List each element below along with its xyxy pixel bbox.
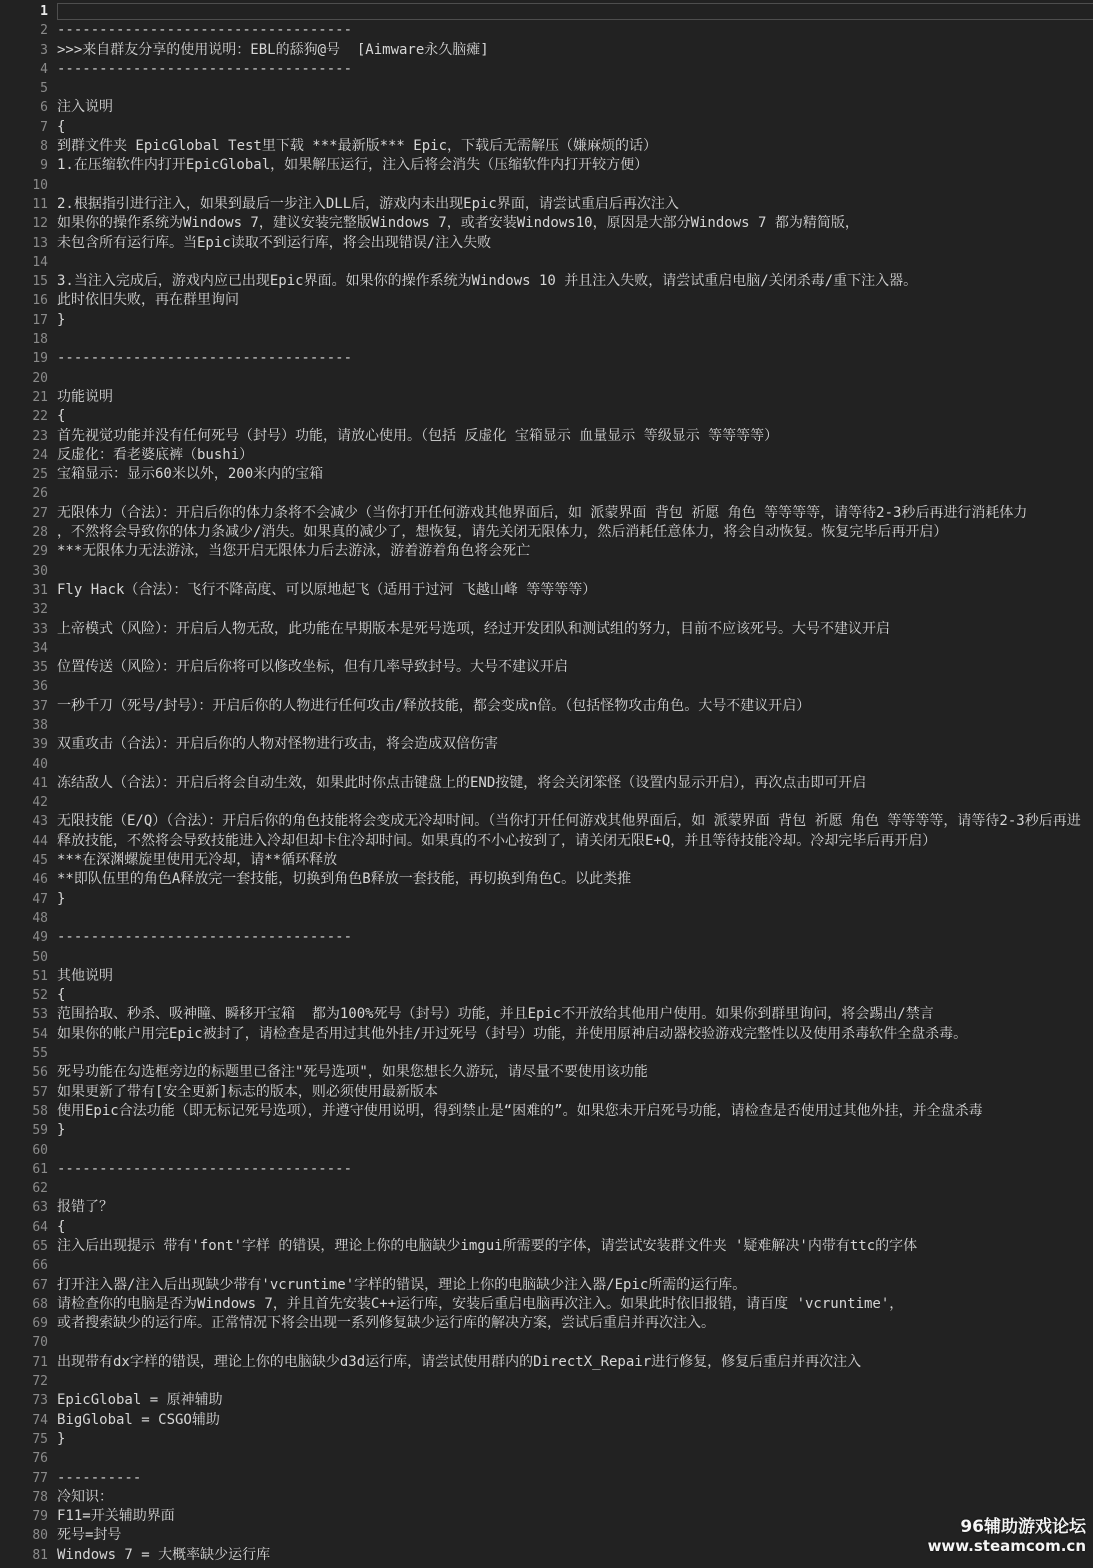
line-number: 73 [32, 1393, 48, 1409]
line-number: 1 [40, 4, 48, 19]
line-text[interactable]: 死号功能在勾选框旁边的标题里已备注"死号选项"，如果您想长久游玩，请尽量不要使用该功能 [57, 1064, 648, 1081]
line-text[interactable]: 2.根据指引进行注入，如果到最后一步注入DLL后，游戏内未出现Epic界面，请尝试重启后再次注入 [57, 195, 679, 212]
line-text[interactable]: ----------------------------------- [57, 22, 353, 39]
editor-line[interactable] [0, 60, 1093, 79]
editor-line[interactable] [0, 600, 1093, 619]
editor-line[interactable] [0, 446, 1093, 465]
line-text[interactable]: 出现带有dx字样的错误，理论上你的电脑缺少d3d运行库，请尝试使用群内的DirectX_Repair进行修复，修复后重启并再次注入 [57, 1353, 862, 1370]
line-text[interactable]: 死号=封号 [57, 1527, 122, 1544]
line-text[interactable]: 到群文件夹 EpicGlobal Test里下载 ***最新版*** Epic，下载后无需解压（嫌麻烦的话） [57, 138, 658, 155]
editor-line[interactable] [0, 156, 1093, 175]
line-number: 64 [32, 1219, 48, 1235]
editor-line[interactable] [0, 176, 1093, 195]
line-number: 55 [32, 1046, 48, 1062]
editor-line[interactable] [0, 774, 1093, 793]
editor-line[interactable] [0, 870, 1093, 889]
watermark-forum-name: 96辅助游戏论坛 [960, 1517, 1086, 1537]
line-number: 11 [32, 196, 48, 212]
editor-line[interactable] [0, 581, 1093, 600]
line-number: 61 [32, 1161, 48, 1177]
watermark [928, 1517, 1086, 1556]
line-number: 5 [40, 81, 48, 97]
line-number: 41 [32, 775, 48, 791]
editor-line[interactable] [0, 620, 1093, 639]
editor-line[interactable] [0, 272, 1093, 291]
line-number: 14 [32, 254, 48, 270]
line-number: 32 [32, 602, 48, 618]
line-number: 31 [32, 582, 48, 598]
line-number: 72 [32, 1374, 48, 1390]
line-text[interactable]: 请检查你的电脑是否为Windows 7，并且首先安装C++运行库，安装后重启电脑再次注入。如果此时依旧报错，请百度 'vcruntime'， [57, 1295, 904, 1312]
line-number: 13 [32, 235, 48, 251]
editor-line[interactable] [0, 639, 1093, 658]
line-number: 21 [32, 389, 48, 405]
editor-line[interactable] [0, 1391, 1093, 1410]
watermark-url: www.steamcom.cn [927, 1537, 1086, 1555]
line-number: 44 [32, 833, 48, 849]
line-number: 36 [32, 679, 48, 695]
line-number: 80 [32, 1528, 48, 1544]
editor-line[interactable] [0, 1276, 1093, 1295]
editor-line[interactable] [0, 1102, 1093, 1121]
line-text[interactable]: 双重攻击（合法）：开启后你的人物对怪物进行攻击，将会造成双倍伤害 [57, 736, 498, 753]
editor-line[interactable] [0, 890, 1093, 909]
editor-line[interactable] [0, 2, 1093, 21]
line-number: 9 [40, 158, 48, 174]
line-number: 30 [32, 563, 48, 579]
line-text[interactable]: { [57, 987, 66, 1004]
line-text[interactable]: ----------------------------------- [57, 60, 353, 77]
line-number: 28 [32, 525, 48, 541]
line-number: 26 [32, 486, 48, 502]
editor-line[interactable] [0, 195, 1093, 214]
line-number: 76 [32, 1451, 48, 1467]
editor-line[interactable] [0, 1353, 1093, 1372]
line-number: 58 [32, 1103, 48, 1119]
line-text[interactable]: 冷知识： [57, 1488, 113, 1505]
editor-line[interactable] [0, 967, 1093, 986]
line-text[interactable]: { [57, 1218, 66, 1235]
line-text[interactable]: } [57, 311, 66, 328]
line-text[interactable]: BigGlobal = CSGO辅助 [57, 1411, 220, 1428]
editor-line[interactable] [0, 1449, 1093, 1468]
line-text[interactable]: 无限技能（E/Q）（合法）：开启后你的角色技能将会变成无冷却时间。（当你打开任何游戏其他界面后，如 派蒙界面 背包 祈愿 角色 等等等等，请等待2-3秒后再进 [57, 813, 1081, 830]
line-number: 68 [32, 1296, 48, 1312]
line-text[interactable]: ***在深渊螺旋里使用无冷却，请**循环释放 [57, 852, 338, 869]
line-text[interactable]: 1.在压缩软件内打开EpicGlobal，如果解压运行，注入后将会消失（压缩软件内打开较方便） [57, 157, 649, 174]
editor-line[interactable] [0, 523, 1093, 542]
line-number: 56 [32, 1065, 48, 1081]
line-number: 48 [32, 910, 48, 926]
line-text[interactable]: 如果你的帐户用完Epic被封了，请检查是否用过其他外挂/开过死号（封号）功能，并使用原神启动器校验游戏完整性以及使用杀毒软件全盘杀毒。 [57, 1025, 968, 1042]
line-text[interactable]: 使用Epic合法功能（即无标记死号选项），并遵守使用说明，得到禁止是“困难的”。如果您未开启死号功能，请检查是否使用过其他外挂，并全盘杀毒 [57, 1102, 983, 1119]
line-text[interactable]: F11=开关辅助界面 [57, 1508, 175, 1525]
line-number: 47 [32, 891, 48, 907]
line-text[interactable]: ***无限体力无法游泳，当您开启无限体力后去游泳，游着游着角色将会死亡 [57, 543, 531, 560]
line-number: 75 [32, 1431, 48, 1447]
line-text[interactable]: } [57, 1122, 66, 1139]
line-number: 39 [32, 737, 48, 753]
line-text[interactable]: 如果更新了带有[安全更新]标志的版本，则必须使用最新版本 [57, 1083, 438, 1100]
line-number: 40 [32, 756, 48, 772]
line-number: 29 [32, 544, 48, 560]
editor-line[interactable] [0, 697, 1093, 716]
line-number: 66 [32, 1258, 48, 1274]
line-number: 78 [32, 1489, 48, 1505]
editor-line[interactable] [0, 291, 1093, 310]
editor-line[interactable] [0, 832, 1093, 851]
editor-line[interactable] [0, 812, 1093, 831]
editor-line[interactable] [0, 407, 1093, 426]
line-text[interactable]: 未包含所有运行库。当Epic读取不到运行库，将会出现错误/注入失败 [57, 234, 492, 251]
line-text[interactable]: EpicGlobal = 原神辅助 [57, 1392, 223, 1409]
editor-line[interactable] [0, 1237, 1093, 1256]
line-number: 12 [32, 216, 48, 232]
line-text[interactable]: 3.当注入完成后，游戏内应已出现Epic界面。如果你的操作系统为Windows 10 并且注入失败，请尝试重启电脑/关闭杀毒/重下注入器。 [57, 273, 918, 290]
line-number: 45 [32, 853, 48, 869]
editor-line[interactable] [0, 465, 1093, 484]
editor-line[interactable] [0, 41, 1093, 60]
line-text[interactable]: } [57, 890, 66, 907]
line-number: 65 [32, 1239, 48, 1254]
editor-line[interactable] [0, 118, 1093, 137]
line-text[interactable] [57, 3, 1093, 20]
line-text[interactable]: **即队伍里的角色A释放完一套技能，切换到角色B释放一套技能，再切换到角色C。以此类推 [57, 871, 632, 888]
line-number: 57 [32, 1084, 48, 1100]
editor-line[interactable] [0, 1063, 1093, 1082]
editor-line[interactable] [0, 755, 1093, 774]
editor-line[interactable] [0, 1295, 1093, 1314]
editor-line[interactable] [0, 311, 1093, 330]
editor-line[interactable] [0, 1141, 1093, 1160]
line-number: 6 [40, 100, 48, 116]
editor-line[interactable] [0, 948, 1093, 967]
line-number: 24 [32, 447, 48, 463]
line-number: 67 [32, 1277, 48, 1293]
editor-line[interactable] [0, 234, 1093, 253]
line-text[interactable]: 其他说明 [57, 967, 113, 984]
line-text[interactable]: 此时依旧失败，再在群里询问 [57, 292, 239, 309]
line-number: 19 [32, 351, 48, 367]
line-text[interactable]: 反虚化：看老婆底裤（bushi） [57, 446, 254, 463]
line-number: 43 [32, 814, 48, 830]
editor-line[interactable] [0, 1314, 1093, 1333]
editor-line[interactable] [0, 1179, 1093, 1198]
editor-line[interactable] [0, 349, 1093, 368]
line-text[interactable]: 注入后出现提示 带有'font'字样 的错误，理论上你的电脑缺少imgui所需要的字体，请尝试安装群文件夹 '疑难解决'内带有ttc的字体 [57, 1238, 918, 1254]
line-number: 37 [32, 698, 48, 714]
line-number: 74 [32, 1412, 48, 1428]
editor-line[interactable] [0, 504, 1093, 523]
line-text[interactable]: Windows 7 = 大概率缺少运行库 [57, 1546, 271, 1563]
editor-line[interactable] [0, 137, 1093, 156]
line-number: 2 [40, 23, 48, 39]
line-number: 52 [32, 988, 48, 1004]
editor-line[interactable] [0, 1160, 1093, 1179]
line-text[interactable]: 一秒千刀（死号/封号）：开启后你的人物进行任何攻击/释放技能，都会变成n倍。（包括怪物攻击角色。大号不建议开启） [57, 697, 811, 714]
line-text[interactable]: ----------------------------------- [57, 929, 353, 946]
line-text[interactable]: 上帝模式（风险）：开启后人物无敌，此功能在早期版本是死号选项，经过开发团队和测试组的努力，目前不应该死号。大号不建议开启 [57, 620, 890, 637]
editor-line[interactable] [0, 253, 1093, 272]
editor-line[interactable] [0, 542, 1093, 561]
line-number: 25 [32, 467, 48, 483]
line-text[interactable]: 如果你的操作系统为Windows 7，建议安装完整版Windows 7，或者安装Windows10，原因是大部分Windows 7 都为精简版， [57, 215, 859, 232]
line-number: 77 [32, 1470, 48, 1486]
line-number: 8 [40, 139, 48, 155]
editor-line[interactable] [0, 562, 1093, 581]
editor-line[interactable] [0, 369, 1093, 388]
editor-line[interactable] [0, 716, 1093, 735]
line-number: 20 [32, 370, 48, 386]
line-text[interactable]: Fly Hack（合法）：飞行不降高度、可以原地起飞（适用于过河 飞越山峰 等等等等） [57, 581, 597, 598]
editor-line[interactable] [0, 1469, 1093, 1488]
editor-line[interactable] [0, 1025, 1093, 1044]
line-number: 53 [32, 1007, 48, 1023]
editor-line[interactable] [0, 1333, 1093, 1352]
editor-line[interactable] [0, 658, 1093, 677]
line-number: 23 [32, 428, 48, 444]
editor-line[interactable] [0, 1005, 1093, 1024]
editor-line[interactable] [0, 1044, 1093, 1063]
line-text[interactable]: { [57, 408, 66, 425]
editor-line[interactable] [0, 388, 1093, 407]
editor-line[interactable] [0, 1198, 1093, 1217]
line-number: 81 [32, 1547, 48, 1563]
editor-line[interactable] [0, 735, 1093, 754]
line-number: 54 [32, 1026, 48, 1042]
editor-line[interactable] [0, 928, 1093, 947]
editor-line[interactable] [0, 79, 1093, 98]
editor-line[interactable] [0, 986, 1093, 1005]
editor-line[interactable] [0, 909, 1093, 928]
line-text[interactable]: ----------------------------------- [57, 350, 353, 367]
line-text[interactable]: 范围拾取、秒杀、吸神瞳、瞬移开宝箱 都为100%死号（封号）功能，并且Epic不开放给其他用户使用。如果你到群里询问，将会踢出/禁言 [57, 1006, 934, 1023]
line-text[interactable]: 无限体力（合法）：开启后你的体力条将不会减少（当你打开任何游戏其他界面后，如 派蒙界面 背包 祈愿 角色 等等等等，请等待2-3秒后再进行消耗体力 [57, 504, 1028, 521]
editor-line[interactable] [0, 1372, 1093, 1391]
line-number: 4 [40, 61, 48, 77]
line-number: 3 [40, 42, 48, 58]
line-text[interactable]: 功能说明 [57, 388, 113, 405]
line-number: 38 [32, 717, 48, 733]
line-number: 33 [32, 621, 48, 637]
editor-line[interactable] [0, 98, 1093, 117]
line-number: 71 [32, 1354, 48, 1370]
line-number: 62 [32, 1181, 48, 1197]
line-number: 70 [32, 1335, 48, 1351]
line-text[interactable]: 宝箱显示：显示60米以外，200米内的宝箱 [57, 466, 324, 483]
line-number: 49 [32, 930, 48, 946]
line-number: 50 [32, 949, 48, 965]
line-number: 7 [40, 119, 48, 135]
line-text[interactable]: 冻结敌人（合法）：开启后将会自动生效，如果此时你点击键盘上的END按键，将会关闭笨怪（设置内显示开启），再次点击即可开启 [57, 774, 867, 791]
line-text[interactable]: 打开注入器/注入后出现缺少带有'vcruntime'字样的错误，理论上你的电脑缺少注入器/Epic所需的运行库。 [57, 1276, 747, 1293]
line-number: 34 [32, 640, 48, 656]
line-number: 46 [32, 872, 48, 888]
line-text[interactable]: { [57, 118, 66, 135]
line-number: 17 [32, 312, 48, 328]
editor-line[interactable] [0, 1218, 1093, 1237]
line-number: 16 [32, 293, 48, 309]
editor-line[interactable] [0, 214, 1093, 233]
line-number: 22 [32, 409, 48, 425]
line-text[interactable]: 注入说明 [57, 99, 113, 116]
line-text[interactable]: 位置传送（风险）：开启后你将可以修改坐标，但有几率导致封号。大号不建议开启 [57, 659, 568, 676]
editor-line[interactable] [0, 330, 1093, 349]
line-text[interactable]: 释放技能，不然将会导致技能进入冷却但却卡住冷却时间。如果真的不小心按到了，请关闭无限E+Q，并且等待技能冷却。冷却完毕后再开启） [57, 832, 937, 849]
line-text[interactable]: 或者搜索缺少的运行库。正常情况下将会出现一系列修复缺少运行库的解决方案，尝试后重启并再次注入。 [57, 1315, 715, 1332]
editor-line[interactable] [0, 1256, 1093, 1275]
editor-line[interactable] [0, 793, 1093, 812]
line-text[interactable]: ----------------------------------- [57, 1160, 353, 1177]
line-number: 27 [32, 505, 48, 521]
editor-line[interactable] [0, 21, 1093, 40]
editor-line[interactable] [0, 677, 1093, 696]
line-text[interactable]: } [57, 1430, 66, 1447]
editor-line[interactable] [0, 1411, 1093, 1430]
line-number: 69 [32, 1316, 48, 1332]
editor-line[interactable] [0, 851, 1093, 870]
line-number: 60 [32, 1142, 48, 1158]
line-text[interactable]: ，不然将会导致你的体力条减少/消失。如果真的减少了，想恢复，请先关闭无限体力，然后消耗任意体力，将会自动恢复。恢复完毕后再开启） [57, 524, 948, 541]
line-number: 59 [32, 1123, 48, 1139]
line-number: 42 [32, 795, 48, 811]
line-number: 10 [32, 177, 48, 193]
line-number: 63 [32, 1200, 48, 1216]
line-text[interactable]: 首先视觉功能并没有任何死号（封号）功能，请放心使用。（包括 反虚化 宝箱显示 血量显示 等级显示 等等等等） [57, 427, 779, 444]
editor-line[interactable] [0, 1083, 1093, 1102]
editor-line[interactable] [0, 427, 1093, 446]
line-number: 51 [32, 968, 48, 984]
line-number: 79 [32, 1509, 48, 1525]
editor-line[interactable] [0, 484, 1093, 503]
line-text[interactable]: 报错了？ [57, 1199, 113, 1216]
line-number: 15 [32, 274, 48, 290]
editor-line[interactable] [0, 1430, 1093, 1449]
line-number: 18 [32, 332, 48, 348]
editor-line[interactable] [0, 1121, 1093, 1140]
line-text[interactable]: ---------- [57, 1469, 142, 1486]
editor-line[interactable] [0, 1488, 1093, 1507]
line-text[interactable]: >>>来自群友分享的使用说明：EBL的舔狗@号 [Aimware永久脑瘫] [57, 41, 489, 58]
line-number: 35 [32, 660, 48, 676]
